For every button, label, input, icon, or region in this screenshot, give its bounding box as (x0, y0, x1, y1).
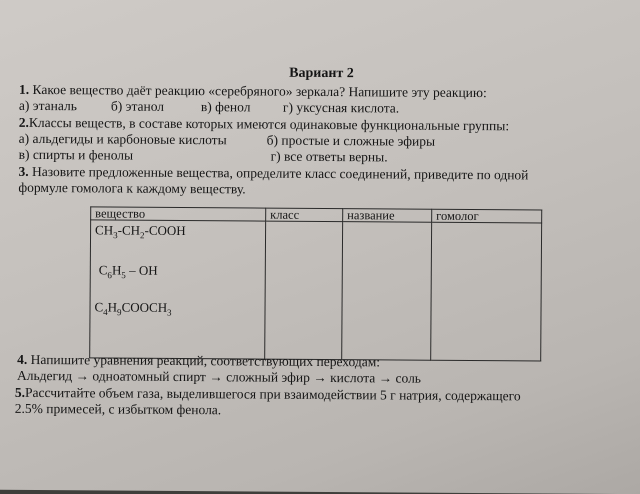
question-1-text: Какое вещество даёт реакцию «серебряного» зеркала? Напишите эту реакцию: (29, 81, 487, 101)
question-5-text-line-1: Рассчитайте объем газа, выделившегося при взаимодействии 5 г натрия, содержащего (25, 384, 521, 404)
table-row (90, 220, 542, 361)
class-cell (265, 221, 343, 360)
question-1-option-b: б) этанол (110, 98, 165, 114)
column-header-name: название (343, 209, 432, 223)
substances-table (89, 206, 542, 361)
question-2-text: Классы веществ, в составе которых имеются одинаковые функциональные группы: (28, 114, 510, 134)
question-2-option-a: а) альдегиды и карбоновые кислоты (18, 130, 227, 148)
column-header-substance: вещество (91, 207, 266, 221)
question-1-option-c: в) фенол (200, 99, 251, 115)
question-4-chain: Альдегид → одноатомный спирт → сложный эфир → кислота → соль (17, 367, 422, 386)
question-5-number: 5. (14, 384, 26, 400)
question-1-option-d: г) уксусная кислота. (282, 99, 400, 116)
question-3-text-line-1: Назовите предложенные вещества, определите класс соединений, приведите по одной (28, 163, 529, 183)
question-1-number: 1. (19, 81, 30, 97)
name-cell (342, 222, 432, 361)
question-1-option-a: а) этаналь (18, 97, 77, 114)
question-4-number: 4. (17, 351, 28, 367)
substance-phenol: $C_6H_5$ – OH (98, 262, 158, 280)
substance-cell (90, 220, 266, 359)
question-2-option-b: б) простые и сложные эфиры (266, 132, 436, 149)
substance-propanoic-acid: $CH_3-CH_2$-COOH (95, 222, 186, 241)
question-1 (19, 82, 487, 100)
column-header-homolog: гомолог (432, 209, 542, 223)
question-2-option-d: г) все ответы верны. (270, 148, 388, 165)
variant-title: Вариант 2 (289, 65, 354, 82)
question-2-option-c: в) спирты и фенолы (18, 146, 134, 163)
column-header-class: класс (266, 208, 343, 222)
question-5-text-line-2: 2.5% примесей, с избытком фенола. (14, 400, 222, 418)
question-4 (17, 352, 380, 370)
homolog-cell (431, 222, 542, 361)
question-3-number: 3. (18, 163, 29, 179)
substance-ester: $C_4H_9COOCH_3$ (94, 299, 172, 318)
question-4-text: Напишите уравнения реакций, соответствующих переходам: (27, 351, 381, 370)
question-3-text-line-2: формуле гомолога к каждому веществу. (18, 179, 246, 197)
question-2-number: 2. (18, 114, 30, 130)
